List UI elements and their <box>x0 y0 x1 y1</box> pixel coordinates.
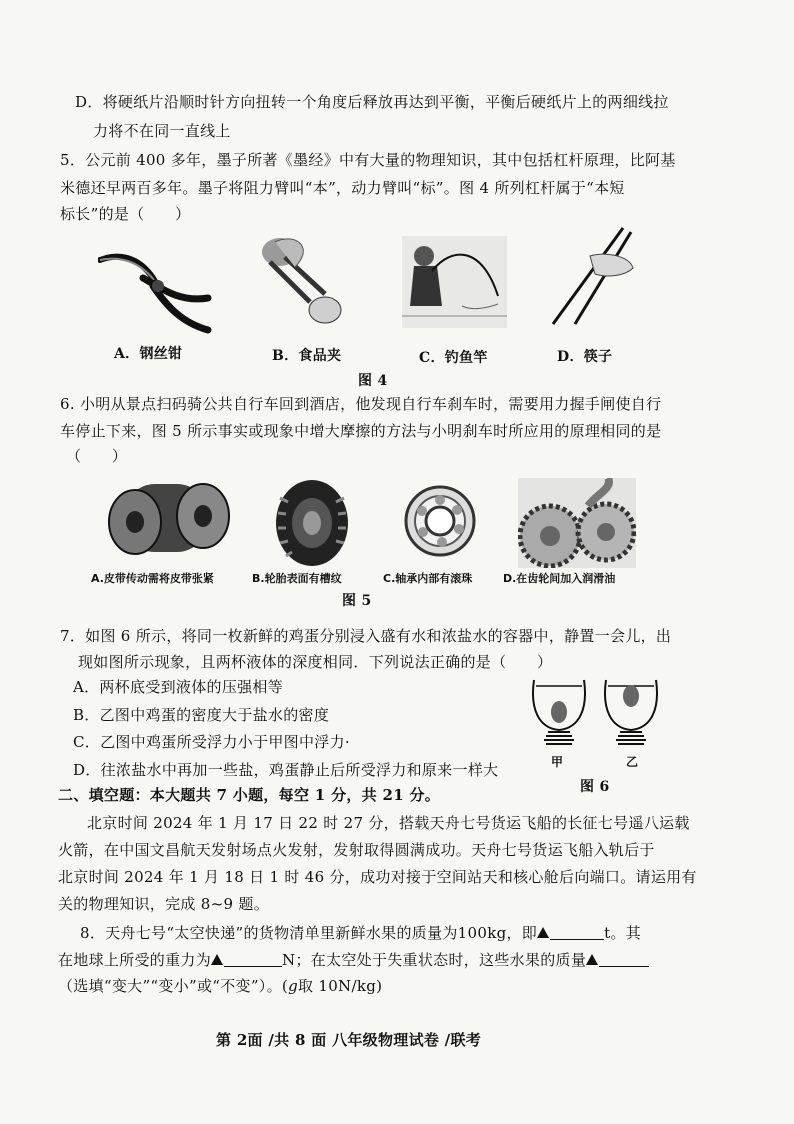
passage-line4: 关的物理知识，完成 8~9 题。 <box>58 895 269 913</box>
q5-option-a: A．钢丝钳 <box>114 346 183 362</box>
q5-option-b: B．食品夹 <box>272 348 342 364</box>
bearing-image <box>402 483 478 559</box>
passage-line2: 火箭，在中国文昌航天发射场点火发射，发射取得圆满成功。天舟七号货运飞船入轨后于 <box>58 841 655 859</box>
tire-image <box>272 478 352 568</box>
q6-stem-line1: 6. 小明从景点扫码骑公共自行车回到酒店，他发现自行车刹车时，需要用力握手闸使自行 <box>60 395 662 413</box>
cup-label-jia: 甲 <box>551 755 564 769</box>
q7-stem-line2: 现如图所示现象，且两杯液体的深度相同．下列说法正确的是（ ） <box>78 653 553 671</box>
cup-jia-image <box>530 668 588 750</box>
figure-5-label: 图 5 <box>342 593 372 609</box>
q5-option-c: C．钓鱼竿 <box>419 350 488 366</box>
q5-stem-line1: 5．公元前 400 多年，墨子所著《墨经》中有大量的物理知识，其中包括杠杆原理，比阿基 <box>60 151 676 169</box>
cup-label-yi: 乙 <box>626 755 639 769</box>
passage-line1: 北京时间 2024 年 1 月 17 日 22 时 27 分，搭载天舟七号货运飞船的长征七号遥八运载 <box>87 814 690 832</box>
q8-text-part3: 在地球上所受的重力为 <box>58 951 212 969</box>
belt-drive-image <box>105 478 235 562</box>
page-footer: 第 2面 /共 8 面 八年级物理试卷 /联考 <box>216 1031 482 1049</box>
q6-option-c: C.轴承内部有滚珠 <box>383 572 473 585</box>
q8-blank-2[interactable] <box>224 952 282 967</box>
food-tongs-image <box>255 232 355 332</box>
q8-g-symbol: g <box>288 977 298 995</box>
passage-line3: 北京时间 2024 年 1 月 18 日 1 时 46 分，成功对接于空间站天和核心舱后向端口。请运用有 <box>58 868 697 886</box>
q6-option-a: A.皮带传动需将皮带张紧 <box>91 572 214 585</box>
gears-lubricant-image <box>518 478 636 568</box>
q8-text-part6: 取 10N/kg) <box>297 977 383 995</box>
answer-marker-icon <box>211 954 223 965</box>
cup-yi-image <box>602 668 660 750</box>
q6-option-d: D.在齿轮间加入润滑油 <box>503 572 616 585</box>
answer-marker-icon <box>537 927 549 938</box>
q8-text-part1: 8．天舟七号“太空快递”的货物清单里新鲜水果的质量为100kg，即 <box>80 924 538 942</box>
q7-stem-line1: 7．如图 6 所示，将同一枚新鲜的鸡蛋分别浸入盛有水和浓盐水的容器中，静置一会儿，出 <box>60 627 672 645</box>
q5-option-d: D．筷子 <box>557 349 613 365</box>
section-2-title: 二、填空题：本大题共 7 小题，每空 1 分，共 21 分。 <box>58 786 441 804</box>
q6-option-b: B.轮胎表面有槽纹 <box>252 572 342 585</box>
q7-option-b: B．乙图中鸡蛋的密度大于盐水的密度 <box>73 706 330 724</box>
fishing-rod-image <box>402 236 507 328</box>
q8-line2 <box>58 950 649 970</box>
q4-option-d-line1: D．将硬纸片沿顺时针方向扭转一个角度后释放再达到平衡，平衡后硬纸片上的两细线拉 <box>75 93 669 111</box>
q8-line3 <box>58 976 382 996</box>
q8-blank-3[interactable] <box>599 952 649 967</box>
figure-4-label: 图 4 <box>358 373 388 389</box>
q8-text-part4: N；在太空处于失重状态时，这些水果的质量 <box>282 951 587 969</box>
answer-marker-icon <box>586 954 598 965</box>
q8-text-part2: t。其 <box>604 924 642 942</box>
figure-6-label: 图 6 <box>580 779 610 795</box>
q5-stem-line3: 标长”的是（ ） <box>60 205 191 223</box>
q8-line1 <box>80 923 641 943</box>
q8-text-part5: （选填“变大”“变小”或“不变”）。( <box>58 977 289 995</box>
q6-stem-line2: 车停止下来，图 5 所示事实或现象中增大摩擦的方法与小明刹车时所应用的原理相同的是 <box>60 422 662 440</box>
q7-option-a: A．两杯底受到液体的压强相等 <box>73 678 284 696</box>
q5-stem-line2: 米德还早两百多年。墨子将阻力臂叫“本”，动力臂叫“标”。图 4 所列杠杆属于“本短 <box>60 179 625 197</box>
q6-stem-line3: （ ） <box>66 447 128 465</box>
q4-option-d-line2: 力将不在同一直线上 <box>93 122 231 140</box>
q8-blank-1[interactable] <box>550 925 604 940</box>
q7-option-c: C．乙图中鸡蛋所受浮力小于甲图中浮力· <box>73 733 350 751</box>
chopsticks-image <box>545 226 635 326</box>
pliers-image <box>98 238 218 338</box>
q7-option-d: D．往浓盐水中再加一些盐，鸡蛋静止后所受浮力和原来一样大 <box>73 761 499 779</box>
